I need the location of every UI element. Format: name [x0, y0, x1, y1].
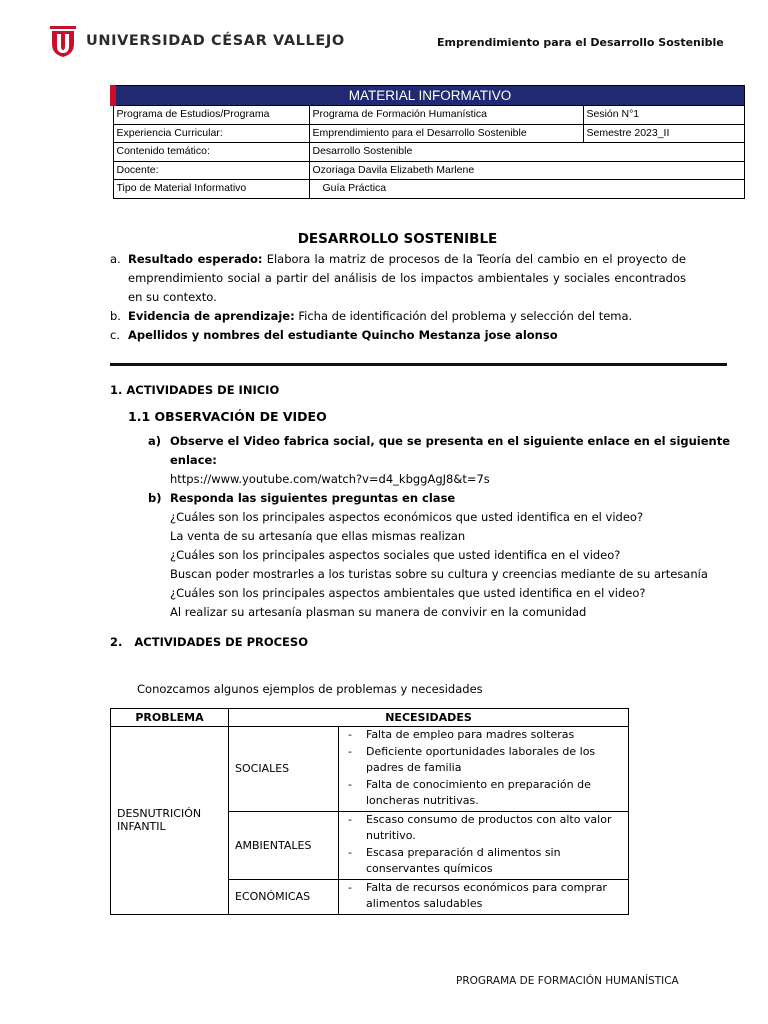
activity-b-marker: b)	[148, 491, 162, 505]
info-value: Guía Práctica	[309, 180, 745, 199]
item-marker: c.	[110, 328, 120, 342]
footer-program: PROGRAMA DE FORMACIÓN HUMANÍSTICA	[456, 975, 679, 987]
document-title: DESARROLLO SOSTENIBLE	[297, 231, 498, 247]
question: ¿Cuáles son los principales aspectos ambientales que usted identifica en el video?	[170, 586, 646, 600]
university-name: UNIVERSIDAD CÉSAR VALLEJO	[86, 33, 345, 49]
need-text: Falta de conocimiento en preparación de loncheras nutritivas.	[366, 777, 591, 807]
activity-a	[148, 432, 748, 489]
need-text: Deficiente oportunidades laborales de los padres de familia	[366, 744, 596, 774]
info-value: Ozoriaga Davila Elizabeth Marlene	[309, 161, 745, 180]
ucv-shield-icon	[48, 24, 78, 58]
needs-cell	[339, 879, 629, 914]
info-table-title: MATERIAL INFORMATIVO	[113, 86, 745, 106]
item-label: Evidencia de aprendizaje:	[128, 309, 295, 323]
problem-cell: DESNUTRICIÓN INFANTIL	[111, 727, 229, 915]
activity-b-text: Responda las siguientes preguntas en clase	[170, 491, 456, 505]
activity-b	[148, 489, 748, 622]
list-item	[110, 307, 686, 326]
needs-cell	[339, 727, 629, 812]
expected-results-list	[110, 250, 686, 345]
need-text: Escasa preparación d alimentos sin conservantes químicos	[366, 845, 561, 875]
list-item	[110, 250, 686, 307]
table-header-needs: NECESIDADES	[229, 709, 629, 727]
video-activity	[148, 432, 748, 622]
need-text: Falta de empleo para madres solteras	[366, 728, 575, 741]
section-2-title: 2. ACTIVIDADES DE PROCESO	[110, 635, 308, 649]
course-header: Emprendimiento para el Desarrollo Sostenible	[437, 36, 724, 49]
info-table	[110, 85, 745, 199]
info-value: Emprendimiento para el Desarrollo Sostenible	[309, 124, 583, 143]
info-extra: Semestre 2023_II	[583, 124, 745, 143]
activity-a-marker: a)	[148, 434, 162, 448]
need-item: - Deficiente oportunidades laborales de los padres de familia	[348, 744, 596, 774]
need-text: Escaso consumo de productos con alto valor nutritivo.	[366, 812, 612, 842]
question: ¿Cuáles son los principales aspectos económicos que usted identifica en el video?	[170, 510, 644, 524]
info-extra: Sesión N°1	[583, 106, 745, 125]
answer: La venta de su artesanía que ellas mismas realizan	[170, 529, 466, 543]
category-cell: SOCIALES	[229, 727, 339, 812]
need-text: Falta de recursos económicos para comprar alimentos saludables	[366, 880, 607, 910]
answer: Al realizar su artesanía plasman su manera de convivir en la comunidad	[170, 605, 587, 619]
answer: Buscan poder mostrarles a los turistas sobre su cultura y creencias mediante de su artesanía	[170, 567, 708, 581]
university-logo	[48, 24, 345, 58]
info-label: Docente:	[113, 161, 309, 180]
needs-cell	[339, 811, 629, 879]
info-value: Programa de Formación Humanística	[309, 106, 583, 125]
item-label: Apellidos y nombres del estudiante Quincho Mestanza jose alonso	[128, 328, 558, 342]
info-label: Tipo de Material Informativo	[113, 180, 309, 199]
table-header-problem: PROBLEMA	[111, 709, 229, 727]
section-1-1-title: 1.1 OBSERVACIÓN DE VIDEO	[128, 409, 327, 424]
section-1-title: 1. ACTIVIDADES DE INICIO	[110, 383, 280, 397]
item-text: Elabora la matriz de procesos de la Teoría del cambio en el proyecto de emprendimiento social a partir del análisis de los impactos ambientales y sociales encontrados en su contexto.	[128, 252, 686, 304]
section-2-intro: Conozcamos algunos ejemplos de problemas y necesidades	[137, 682, 483, 696]
info-label: Programa de Estudios/Programa	[113, 106, 309, 125]
info-value: Desarrollo Sostenible	[309, 143, 745, 162]
problems-table	[110, 708, 629, 915]
need-item: - Falta de conocimiento en preparación de loncheras nutritivas.	[348, 777, 591, 807]
item-marker: b.	[110, 309, 121, 323]
need-item: - Falta de recursos económicos para comprar alimentos saludables	[348, 880, 607, 910]
divider	[110, 363, 727, 366]
category-cell: AMBIENTALES	[229, 811, 339, 879]
category-cell: ECONÓMICAS	[229, 879, 339, 914]
need-item: - Falta de empleo para madres solteras	[348, 728, 575, 741]
video-link[interactable]: https://www.youtube.com/watch?v=d4_kbggAgJ8&t=7s	[170, 472, 490, 486]
item-label: Resultado esperado:	[128, 252, 263, 266]
info-label: Experiencia Curricular:	[113, 124, 309, 143]
item-text: Ficha de identificación del problema y selección del tema.	[294, 309, 633, 323]
question: ¿Cuáles son los principales aspectos sociales que usted identifica en el video?	[170, 548, 621, 562]
item-marker: a.	[110, 252, 121, 266]
list-item	[110, 326, 686, 345]
info-label: Contenido temático:	[113, 143, 309, 162]
activity-a-text: Observe el Video fabrica social, que se presenta en el siguiente enlace en el siguiente enlace:	[170, 434, 731, 467]
need-item: - Escasa preparación d alimentos sin conservantes químicos	[348, 845, 561, 875]
need-item: - Escaso consumo de productos con alto valor nutritivo.	[348, 812, 612, 842]
